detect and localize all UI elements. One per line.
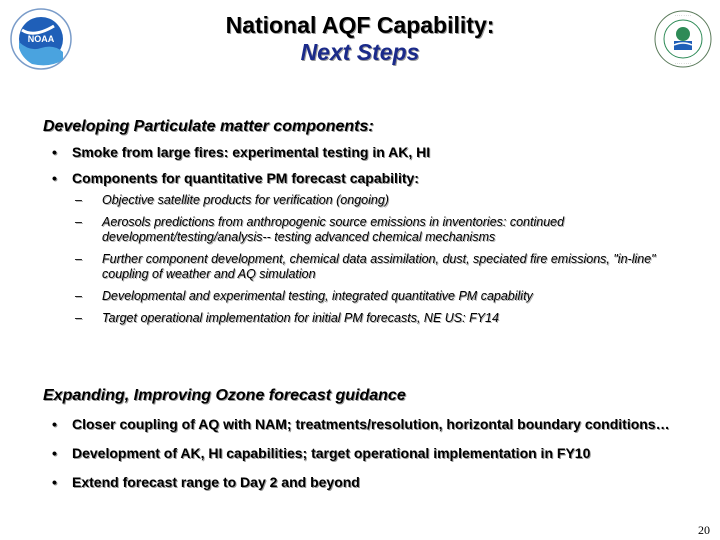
bullet-text: Smoke from large fires: experimental testing in AK, HI (72, 144, 431, 160)
title-line-1: National AQF Capability: (225, 12, 495, 38)
section-heading-ozone: Expanding, Improving Ozone forecast guidance (43, 387, 406, 404)
sub-list-item: – Developmental and experimental testing, integrated quantitative PM capability (75, 289, 665, 304)
sub-list-item: – Aerosols predictions from anthropogenic source emissions in inventories: continued development/testing/analysis-- testing advanced chemical mechanisms (75, 215, 665, 245)
svg-text:· · · · · · · ·: · · · · · · · · (674, 14, 692, 18)
sub-list-item: – Objective satellite products for verification (ongoing) (75, 193, 665, 208)
sub-list-item: – Further component development, chemical data assimilation, dust, speciated fire emissions, "in-line" coupling of weather and AQ simulation (75, 252, 665, 282)
section-heading-pm: Developing Particulate matter components: (43, 118, 374, 135)
svg-text:· · · · · · · ·: · · · · · · · · (674, 62, 692, 66)
page-number: 20 (698, 523, 710, 537)
noaa-logo-text: NOAA (27, 34, 55, 44)
slide-title (140, 12, 580, 66)
list-item: • Development of AK, HI capabilities; target operational implementation in FY10 (52, 444, 682, 462)
list-item: • Closer coupling of AQ with NAM; treatments/resolution, horizontal boundary conditions… (52, 415, 682, 433)
bullet-text: Components for quantitative PM forecast capability: (72, 170, 419, 186)
pm-subbullet-list (75, 193, 665, 326)
list-item: • Extend forecast range to Day 2 and beyond (52, 473, 682, 491)
title-line-2: Next Steps (300, 39, 420, 65)
ozone-bullet-list (52, 415, 682, 502)
noaa-logo-icon (10, 8, 72, 70)
epa-seal-icon (654, 10, 712, 68)
pm-bullet-list (52, 143, 682, 334)
list-item (52, 143, 682, 161)
list-item (52, 169, 682, 326)
sub-list-item: – Target operational implementation for initial PM forecasts, NE US: FY14 (75, 311, 665, 326)
